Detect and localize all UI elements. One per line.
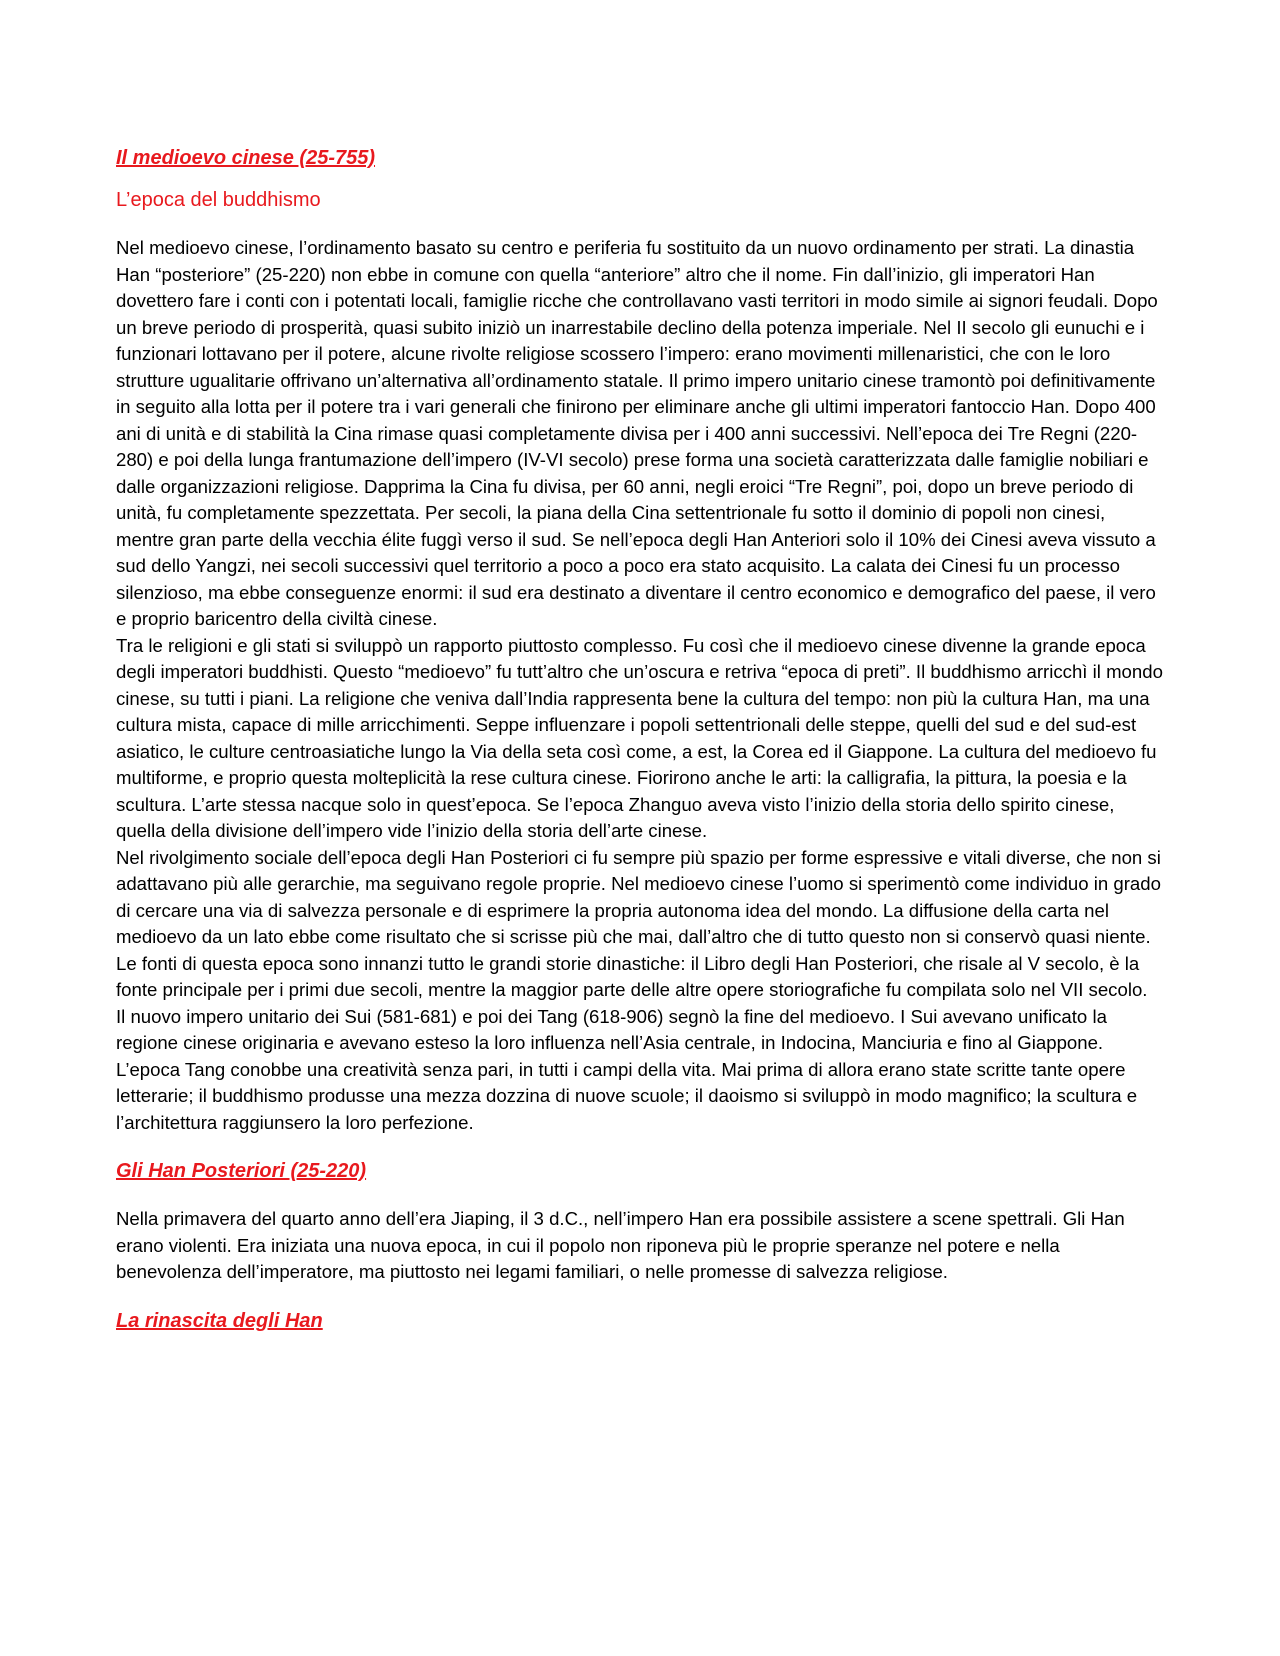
paragraph-2: Tra le religioni e gli stati si sviluppò un rapporto piuttosto complesso. Fu così che il medioevo cinese divenne la grande epoca degli imperatori buddhisti. Questo “medioevo” fu tutt’altro che un’oscura e retriva “epoca di preti”. Il buddhismo arricchì il mondo cinese, su tutti i piani. La religione che veniva dall’India rappresenta bene la cultura del tempo: non più la cultura Han, ma una cultura mista, capace di mille arricchimenti. Seppe influenzare i popoli settentrionali delle steppe, quelli del sud e del sud-est asiatico, le culture centroasiatiche lungo la Via della seta così come, a est, la Corea ed il Giappone. La cultura del medioevo fu multiforme, e proprio questa molteplicità la rese cultura cinese. Fiorirono anche le arti: la calligrafia, la pittura, la poesia e la scultura. L’arte stessa nacque solo in quest’epoca. Se l’epoca Zhanguo aveva visto l’inizio della storia dello spirito cinese, quella della divisione dell’impero vide l’inizio della storia dell’arte cinese. <box>116 634 1163 841</box>
paragraph-3: Nel rivolgimento sociale dell’epoca degli Han Posteriori ci fu sempre più spazio per forme espressive e vitali diverse, che non si adattavano più alle gerarchie, ma seguivano regole proprie. Nel medioevo cinese l’uomo si sperimentò come individuo in grado di cercare una via di salvezza personale e di esprimere la propria autonoma idea del mondo. La diffusione della carta nel medioevo da un lato ebbe come risultato che si scrisse più che mai, dall’altro che di tutto questo non si conservò quasi niente. Le fonti di questa epoca sono innanzi tutto le grandi storie dinastiche: il Libro degli Han Posteriori, che risale al V secolo, è la fonte principale per i primi due secoli, mentre la maggior parte delle altre opere storiografiche fu compilata solo nel VII secolo. <box>116 846 1161 1000</box>
paragraph-4: Il nuovo impero unitario dei Sui (581-681) e poi dei Tang (618-906) segnò la fine del medioevo. I Sui avevano unificato la regione cinese originaria e avevano esteso la loro influenza nell’Asia centrale, in Indocina, Manciuria e fino al Giappone. L’epoca Tang conobbe una creatività senza pari, in tutti i campi della vita. Mai prima di allora erano state scritte tante opere letterarie; il buddhismo produsse una mezza dozzina di nuove scuole; il daoismo si sviluppò in modo magnifico; la scultura e l’architettura raggiunsero la loro perfezione. <box>116 1005 1138 1133</box>
paragraph-1: Nel medioevo cinese, l’ordinamento basato su centro e periferia fu sostituito da un nuovo ordinamento per strati. La dinastia Han “posteriore” (25-220) non ebbe in comune con quella “anteriore” altro che il nome. Fin dall’inizio, gli imperatori Han dovettero fare i conti con i potentati locali, famiglie ricche che controllavano vasti territori in modo simile ai signori feudali. Dopo un breve periodo di prosperità, quasi subito iniziò un inarrestabile declino della potenza imperiale. Nel II secolo gli eunuchi e i funzionari lottavano per il potere, alcune rivolte religiose scossero l’impero: erano movimenti millenaristici, che con le loro strutture ugualitarie offrivano un’alternativa all’ordinamento statale. Il primo impero unitario cinese tramontò poi definitivamente in seguito alla lotta per il potere tra i vari generali che finirono per eliminare anche gli ultimi imperatori fantoccio Han. Dopo 400 ani di unità e di stabilità la Cina rimase quasi completamente divisa per i 400 anni successivi. Nell’epoca dei Tre Regni (220-280) e poi della lunga frantumazione dell’impero (IV-VI secolo) prese forma una società caratterizzata dalle famiglie nobiliari e dalle organizzazioni religiose. Dapprima la Cina fu divisa, per 60 anni, negli eroici “Tre Regni”, poi, dopo un breve periodo di unità, fu completamente spezzettata. Per secoli, la piana della Cina settentrionale fu sotto il dominio di popoli non cinesi, mentre gran parte della vecchia élite fuggì verso il sud. Se nell’epoca degli Han Anteriori solo il 10% dei Cinesi aveva vissuto a sud dello Yangzi, nei secoli successivi quel territorio a poco a poco era stato acquisito. La calata dei Cinesi fu un processo silenzioso, ma ebbe conseguenze enormi: il sud era destinato a diventare il centro economico e demografico del paese, il vero e proprio baricentro della civiltà cinese. <box>116 237 1158 629</box>
chapter-subtitle: L’epoca del buddhismo <box>116 189 321 211</box>
section-paragraph: Nella primavera del quarto anno dell’era Jiaping, il 3 d.C., nell’impero Han era possibile assistere a scene spettrali. Gli Han erano violenti. Era iniziata una nuova epoca, in cui il popolo non riponeva più le proprie speranze nel potere e nella benevolenza dell’imperatore, ma piuttosto nei legami familiari, o nelle promesse di salvezza religiose. <box>116 1208 1125 1282</box>
chapter-title: Il medioevo cinese (25-755) <box>116 147 376 169</box>
section-title-rinascita: La rinascita degli Han <box>116 1309 323 1332</box>
section-title-han-posteriori: Gli Han Posteriori (25-220) <box>116 1160 367 1182</box>
document-page <box>116 145 1166 1356</box>
